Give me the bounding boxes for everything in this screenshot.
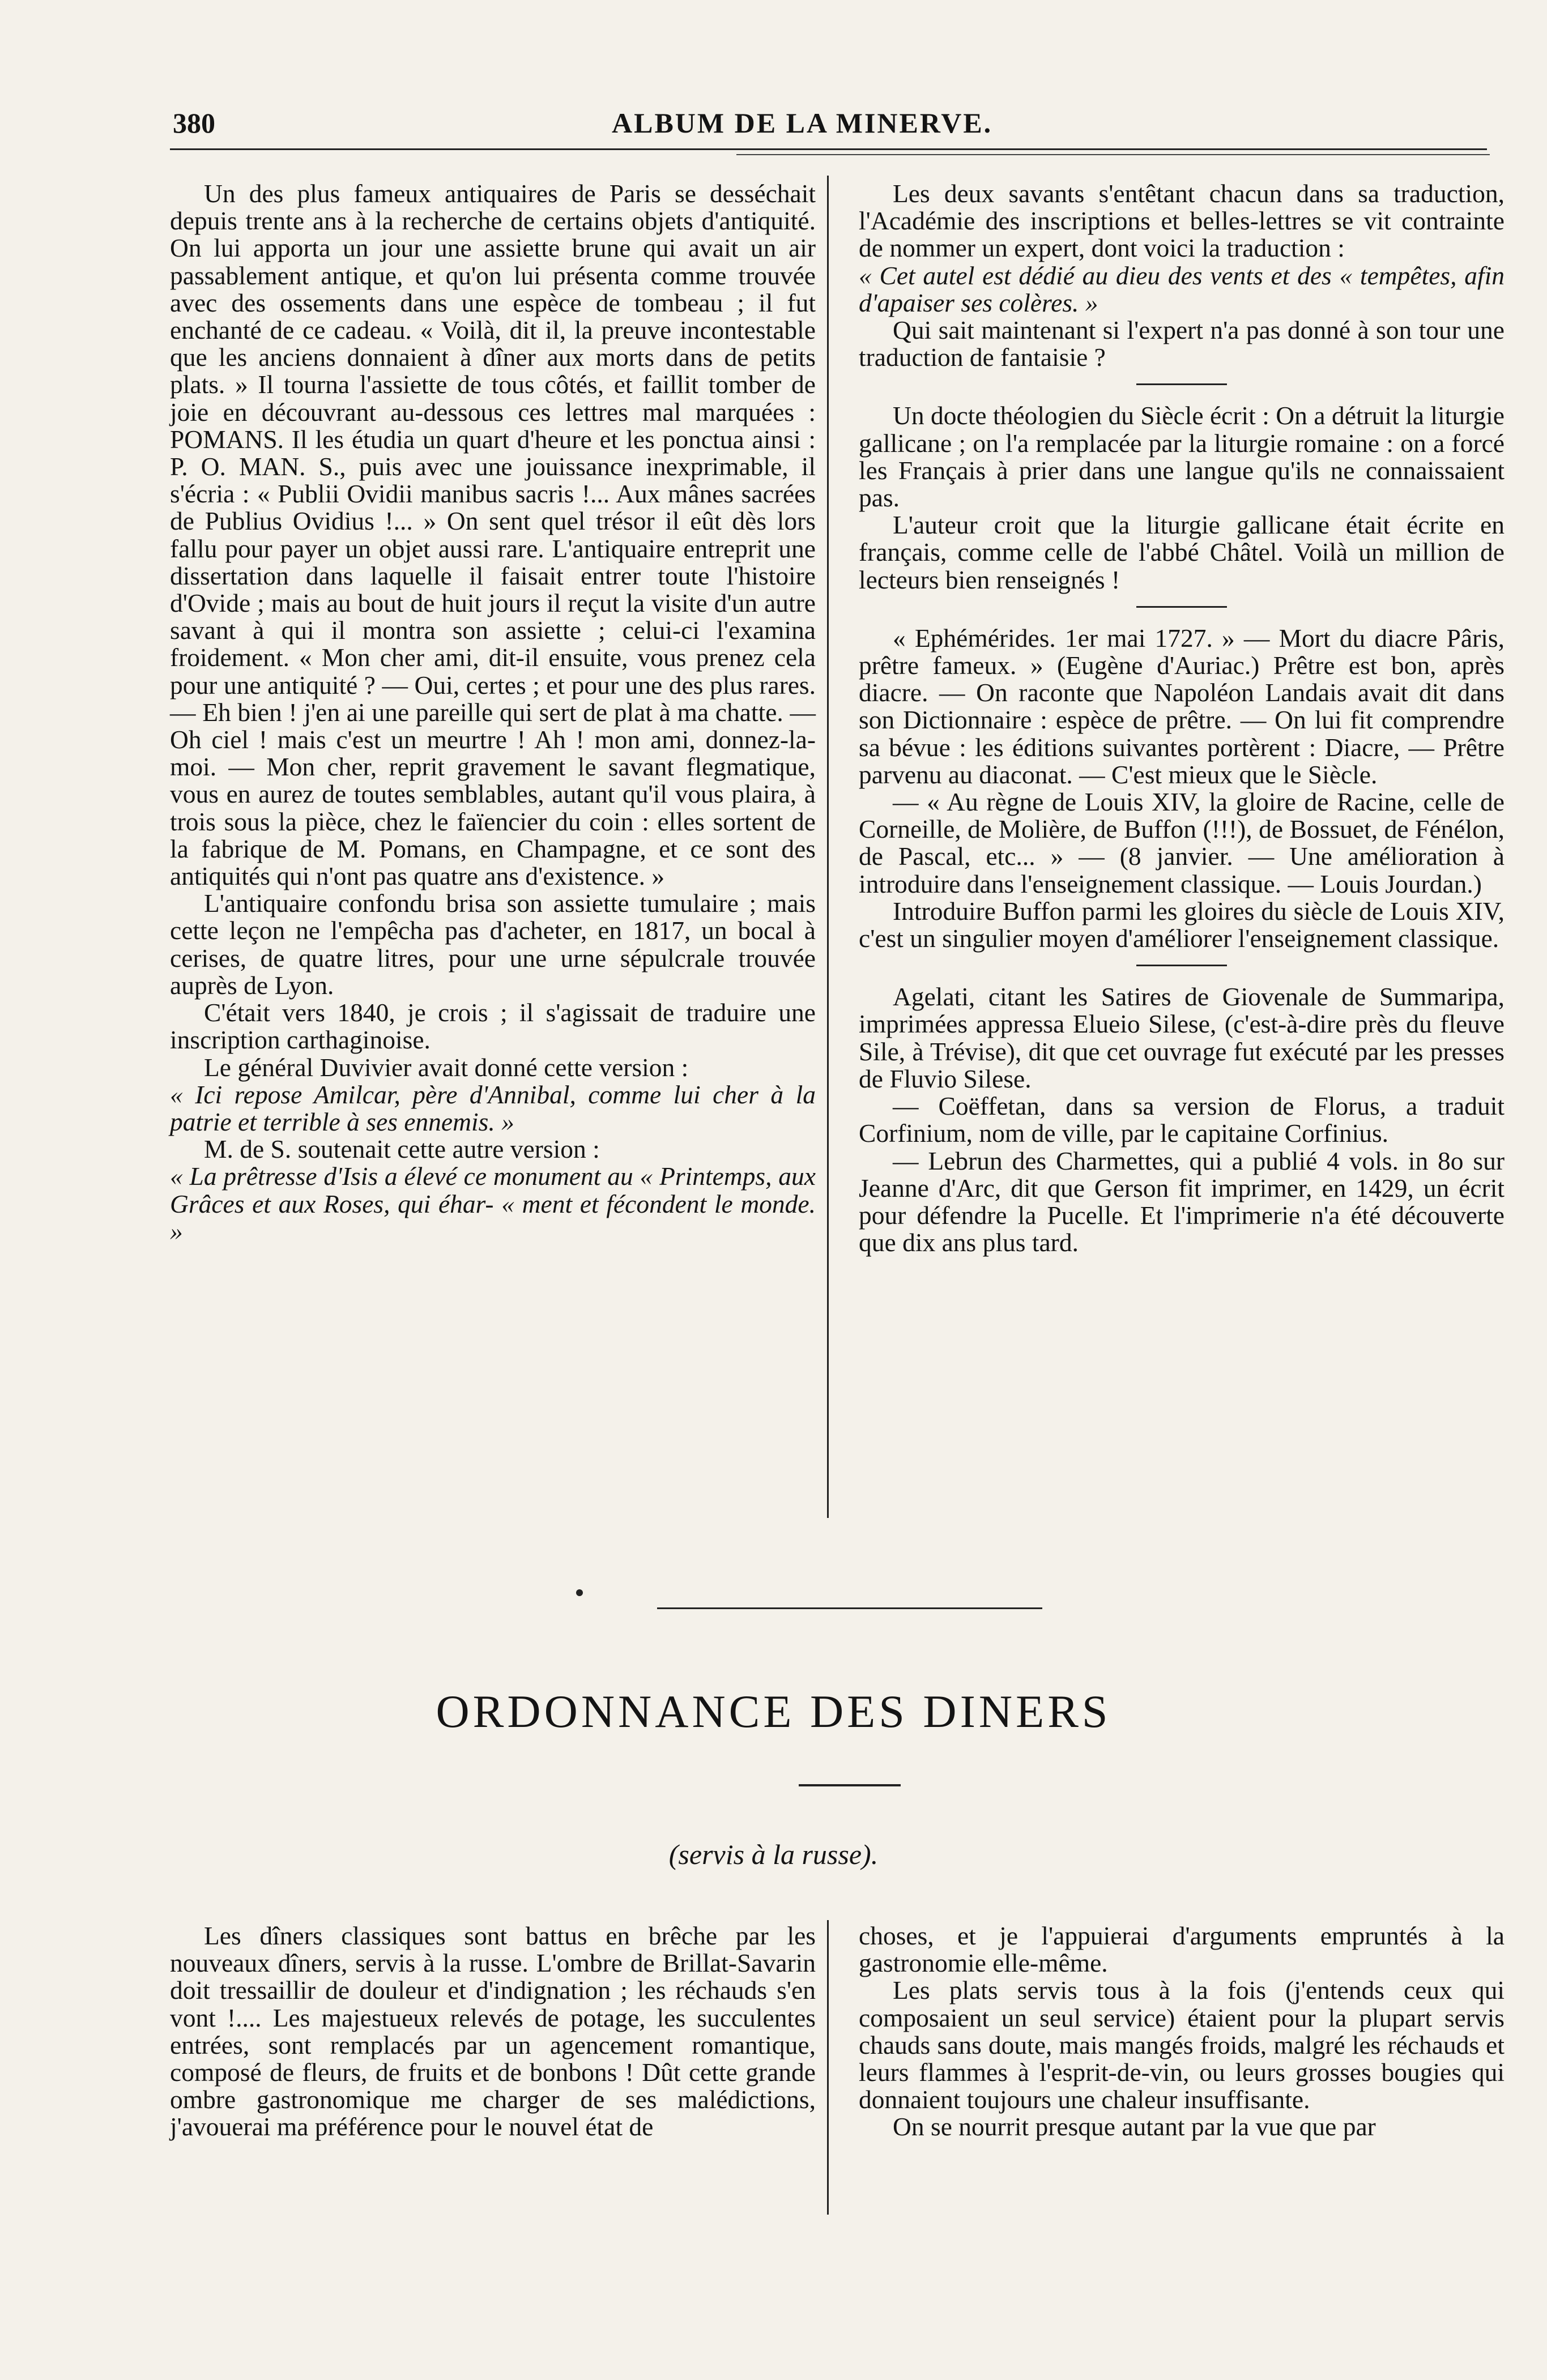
paragraph: M. de S. soutenait cette autre version : (204, 1134, 600, 1164)
separator-rule (1136, 965, 1227, 966)
paragraph: Les deux savants s'entêtant chacun dans sa traduction, l'Académie des inscriptions et belles-lettres se vit contrainte de nommer un expert, dont voici la traduction : (859, 179, 1505, 263)
separator-rule (1136, 606, 1227, 608)
section-title: ORDONNANCE DES DINERS (436, 1686, 1111, 1737)
paragraph: — « Au règne de Louis XIV, la gloire de Racine, celle de Corneille, de Molière, de Buffon (!!!), de Bossuet, de Fénélon, de Pascal, etc... » — (8 janvier. — Une amélioration à introduire dans l'enseignement classique. — Louis Jourdan.) (859, 787, 1505, 898)
section-divider (657, 1607, 1042, 1609)
paragraph: L'auteur croit que la liturgie gallicane était écrite en français, comme celle de l'abbé Châtel. Voilà un million de lecteurs bien renseignés ! (859, 510, 1505, 594)
quote: « Ici repose Amilcar, père d'Annibal, comme lui cher à la patrie et terrible à ses ennemis. » (170, 1080, 816, 1136)
section-subtitle (0, 1838, 1547, 1871)
paragraph: On se nourrit presque autant par la vue que par (893, 2112, 1376, 2142)
separator-rule (1136, 383, 1227, 385)
right-column-top (859, 180, 1505, 1256)
header-rule (170, 148, 1487, 150)
paragraph: « Ephémérides. 1er mai 1727. » — Mort du diacre Pâris, prêtre fameux. » (Eugène d'Auriac.) Prêtre est bon, après diacre. — On raconte que Napoléon Landais avait dit dans son Dictionnaire : espèce de prêtre. — On lui fit comprendre sa bévue : les éditions suivantes portèrent : Diacre, — Prêtre parvenu au diaconat. — C'est mieux que le Siècle. (859, 623, 1505, 789)
column-separator-top (827, 176, 829, 1518)
bullet-ornament (576, 1589, 583, 1596)
paragraph: C'était vers 1840, je crois ; il s'agissait de traduire une inscription carthaginoise. (170, 998, 816, 1055)
paragraph: Le général Duvivier avait donné cette version : (204, 1052, 689, 1082)
paragraph: L'antiquaire confondu brisa son assiette tumulaire ; mais cette leçon ne l'empêcha pas d'acheter, en 1817, un bocal à cerises, de quatre litres, pour une urne sépulcrale trouvée auprès de Lyon. (170, 889, 816, 1000)
paragraph: Les dîners classiques sont battus en brêche par les nouveaux dîners, servis à la russe. L'ombre de Brillat-Savarin doit tressaillir de douleur et d'indignation ; les réchauds s'en vont !.... Les majestueux relevés de potage, les succulentes entrées, sont remplacés par un agencement romantique, composé de fleurs, de fruits et de bonbons ! Dût cette grande ombre gastronomique me charger de ses malédictions, j'avouerai ma préférence pour le nouvel état de (170, 1921, 816, 2142)
quote: « La prêtresse d'Isis a élevé ce monument au « Printemps, aux Grâces et aux Roses, qui éhar- « ment et fécondent le monde. » (170, 1162, 816, 1246)
paragraph: — Lebrun des Charmettes, qui a publié 4 vols. in 8o sur Jeanne d'Arc, dit que Gerson fit imprimer, en 1429, un écrit pour défendre la Pucelle. Et l'imprimerie n'a été découverte que dix ans plus tard. (859, 1146, 1505, 1257)
paragraph: — Coëffetan, dans sa version de Florus, a traduit Corfinium, nom de ville, par le capitaine Corfinius. (859, 1091, 1505, 1148)
paragraph: choses, et je l'appuierai d'arguments empruntés à la gastronomie elle-même. (859, 1921, 1505, 1978)
page-number: 380 (173, 107, 215, 139)
section-subtitle-text: (servis à la russe). (668, 1839, 879, 1870)
left-column-top (170, 180, 816, 1245)
right-column-bottom (859, 1922, 1505, 2141)
paragraph: Un des plus fameux antiquaires de Paris se desséchait depuis trente ans à la recherche de certains objets d'antiquité. On lui apporta un jour une assiette brune qui avait un air passablement antique, et qu'on lui présenta comme trouvée avec des ossements dans une espèce de tombeau ; il fut enchanté de ce cadeau. « Voilà, dit il, la preuve incontestable que les anciens donnaient à dîner aux morts dans de petits plats. » Il tourna l'assiette de tous côtés, et faillit tomber de joie en découvrant au-dessous ces lettres mal marquées : POMANS. Il les étudia un quart d'heure et les ponctua ainsi : P. O. MAN. S., puis avec une jouissance inexprimable, il s'écria : « Publii Ovidii manibus sacris !... Aux mânes sacrées de Publius Ovidius !... » On sent quel trésor il eût dès lors fallu pour payer un objet aussi rare. L'antiquaire entreprit une dissertation dans laquelle il faisait entrer toute l'histoire d'Ovide ; mais au bout de huit jours il reçut la visite d'un autre savant à qui il montra son assiette ; celui-ci l'examina froidement. « Mon cher ami, dit-il ensuite, vous prenez cela pour une antiquité ? — Oui, certes ; et pour une des plus rares. — Eh bien ! j'en ai une pareille qui sert de plat à ma chatte. — Oh ciel ! mais c'est un meurtre ! Ah ! mon ami, donnez-la-moi. — Mon cher, reprit gravement le savant flegmatique, vous en aurez de toutes semblables, autant qu'il vous plaira, à trois sous la pièce, chez le faïencier du coin : elles sortent de la fabrique de M. Pomans, en Champagne, et ce sont des antiquités qui n'ont pas quatre ans d'existence. » (170, 179, 816, 891)
paragraph: Introduire Buffon parmi les gloires du siècle de Louis XIV, c'est un singulier moyen d'améliorer l'enseignement classique. (859, 896, 1505, 953)
column-separator-bottom (827, 1920, 829, 2215)
running-title: ALBUM DE LA MINERVE. (612, 107, 993, 139)
paragraph: Qui sait maintenant si l'expert n'a pas donné à son tour une traduction de fantaisie ? (859, 315, 1505, 372)
title-rule (799, 1784, 901, 1786)
quote: « Cet autel est dédié au dieu des vents et des « tempêtes, afin d'apaiser ses colères. » (859, 261, 1505, 317)
left-column-bottom (170, 1922, 816, 2141)
paragraph: Les plats servis tous à la fois (j'entends ceux qui composaient un seul service) étaient pour la plupart servis chauds sans doute, mais mangés froids, malgré les réchauds et leurs flammes à l'esprit-de-vin, ou leurs grosses bougies qui donnaient toujours une chaleur insuffisante. (859, 1976, 1505, 2114)
header-rule-secondary (736, 154, 1490, 155)
paragraph: Agelati, citant les Satires de Giovenale de Summaripa, imprimées appressa Elueio Silese, (c'est-à-dire près du fleuve Sile, à Trévise), dit que cet ouvrage fut exécuté par les presses de Fluvio Silese. (859, 982, 1505, 1093)
paragraph: Un docte théologien du Siècle écrit : On a détruit la liturgie gallicane ; on l'a remplacée par la liturgie romaine : on a forcé les Français à prier dans une langue qu'ils ne connaissaient pas. (859, 401, 1505, 513)
